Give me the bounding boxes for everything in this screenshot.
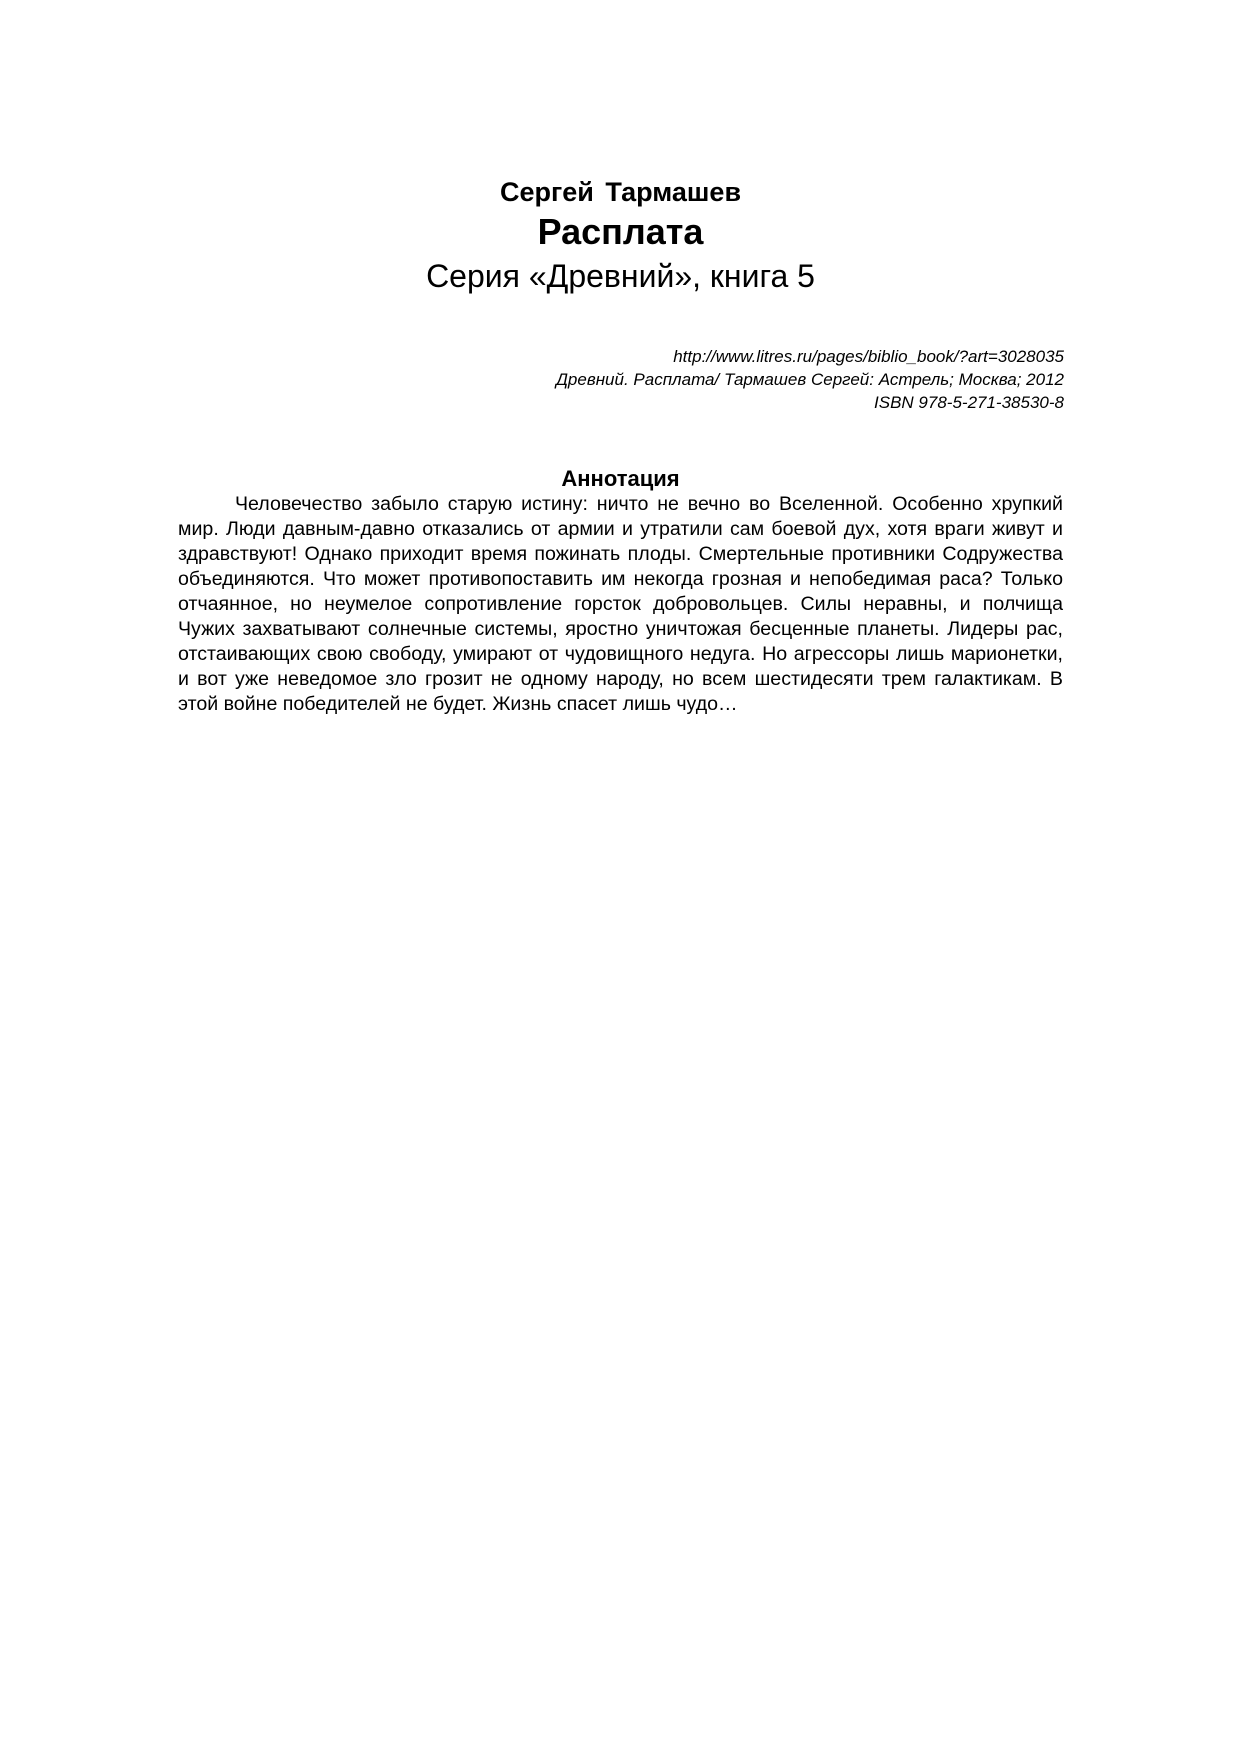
book-metadata — [364, 345, 1064, 414]
annotation-text: Человечество забыло старую истину: ничто не вечно во Вселенной. Особенно хрупкий мир. Люди давным-давно отказались от армии и утратили сам боевой дух, хотя враги живут и здравствуют! Однако приходит время пожинать плоды. Смертельные противники Содружества объединяются. Что может противопоставить им некогда грозная и непобедимая раса? Только отчаянное, но неумелое сопротивление горсток добровольцев. Силы неравны, и полчища Чужих захватывают солнечные системы, яростно уничтожая бесценные планеты. Лидеры рас, отстаивающих свою свободу, умирают от чудовищного недуга. Но агрессоры лишь марионетки, и вот уже неведомое зло грозит не одному народу, но всем шестидесяти трем галактикам. В этой войне победителей не будет. Жизнь спасет лишь чудо… — [178, 493, 1063, 715]
book-title: Расплата — [537, 211, 704, 252]
book-author: Сергей Тармашев — [499, 177, 742, 207]
isbn: ISBN 978-5-271-38530-8 — [874, 393, 1064, 412]
annotation-heading: Аннотация — [561, 466, 680, 491]
source-url: http://www.litres.ru/pages/biblio_book/?art=3028035 — [673, 347, 1064, 366]
citation: Древний. Расплата/ Тармашев Сергей: Астрель; Москва; 2012 — [555, 370, 1064, 389]
book-series: Серия «Древний», книга 5 — [426, 258, 815, 294]
